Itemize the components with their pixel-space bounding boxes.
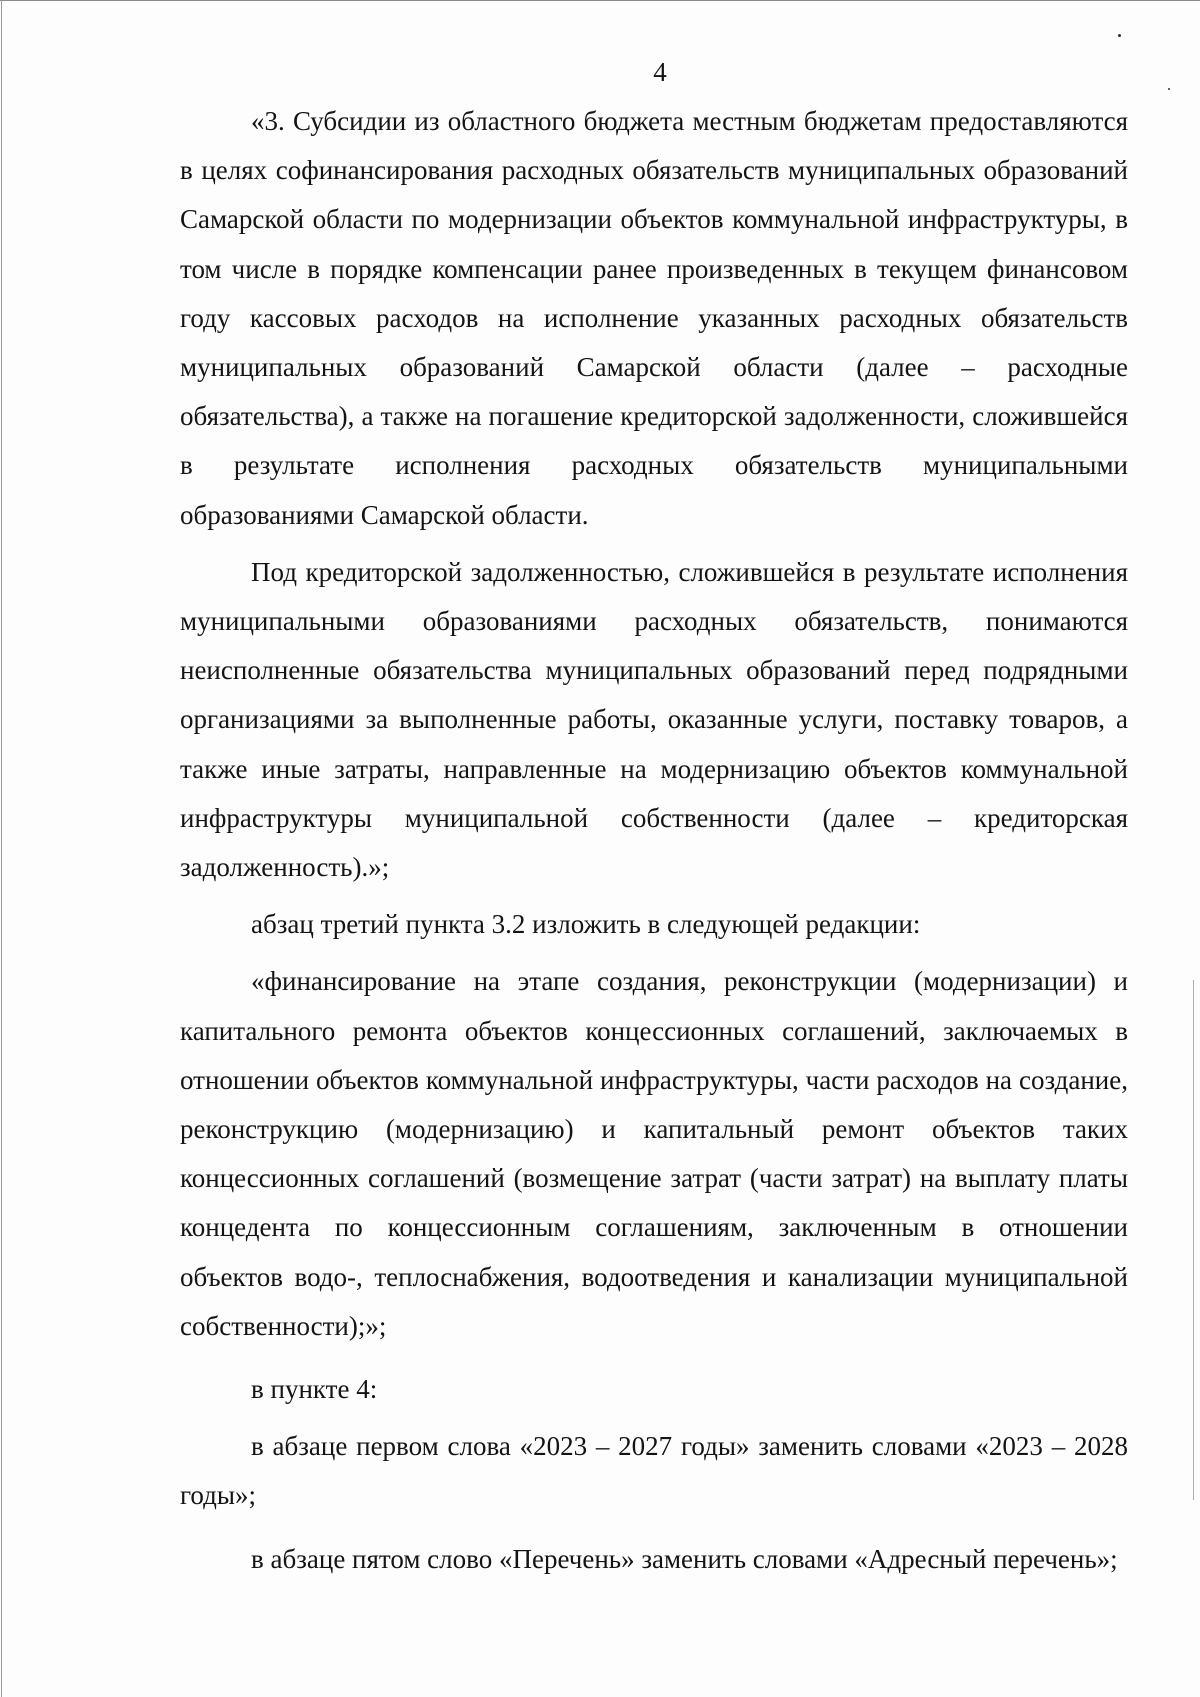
scan-edge-top xyxy=(0,0,1200,1)
paragraph-years: в абзаце первом слова «2023 – 2027 годы» заменить словами «2023 – 2028 годы»; xyxy=(180,1431,1128,1511)
paragraph-amendment-3-2: абзац третий пункта 3.2 изложить в следующей редакции: xyxy=(251,909,921,940)
paragraph-address-list: в абзаце пятом слово «Перечень» заменить словами «Адресный перечень»; xyxy=(251,1543,1118,1574)
scan-edge-right xyxy=(1193,980,1194,1500)
scan-edge-left xyxy=(1,0,2,1697)
scan-speck xyxy=(1118,34,1121,37)
scan-speck xyxy=(1168,88,1170,90)
paragraph-financing: «финансирование на этапе создания, реконструкции (модернизации) и капитального ремонта объектов концессионных соглашений, заключаемых в отношении объектов коммунальной инфраструктуры, части расходов на создание, реконструкцию (модернизацию) и капитальный ремонт объектов таких концессионных соглашений (возмещение затрат (части затрат) на выплату платы концедента по концессионным соглашениям, заключенным в отношении объектов водо-, теплоснабжения, водоотведения и канализации муниципальной собственности);»; xyxy=(180,966,1128,1341)
paragraph-subsidies: «3. Субсидии из областного бюджета местным бюджетам предоставляются в целях софинансирования расходных обязательств муниципальных образований Самарской области по модернизации объектов коммунальной инфраструктуры, в том числе в порядке компенсации ранее произведенных в текущем финансовом году кассовых расходов на исполнение указанных расходных обязательств муниципальных образований Самарской области (далее – расходные обязательства), а также на погашение кредиторской задолженности, сложившейся в результате исполнения расходных обязательств муниципальными образованиями Самарской области. xyxy=(180,106,1128,530)
paragraph-point-4: в пункте 4: xyxy=(251,1374,378,1405)
page-number: 4 xyxy=(653,57,667,87)
document-body xyxy=(180,97,1128,1584)
paragraph-creditor-debt: Под кредиторской задолженностью, сложившейся в результате исполнения муниципальными образованиями расходных обязательств, понимаются неисполненные обязательства муниципальных образований перед подрядными организациями за выполненные работы, оказанные услуги, поставку товаров, а также иные затраты, направленные на модернизацию объектов коммунальной инфраструктуры муниципальной собственности (далее – кредиторская задолженность).»; xyxy=(180,556,1128,883)
